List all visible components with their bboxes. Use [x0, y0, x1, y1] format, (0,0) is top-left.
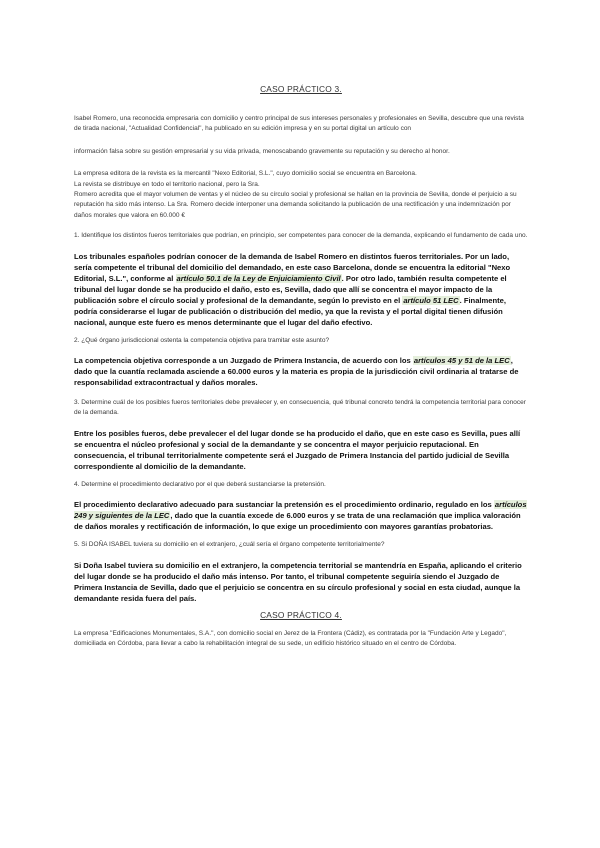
- question-1: 1. Identifique los distintos fueros territoriales que podrían, en principio, ser competentes para conocer de la demanda, explicando el fundamento de cada uno.: [74, 232, 528, 240]
- legal-reference-highlight: artículos 45 y 51 de la LEC: [413, 356, 510, 366]
- answer-1: Los tribunales españoles podrían conocer de la demanda de Isabel Romero en distintos fueros territoriales. Por un lado, sería competente el tribunal del domicilio del demandado, en este caso Barcelona, donde se encuentra la editorial "Nexo Editorial, S.L.", conforme al artículo 50.1 de la Ley de Enjuiciamiento Civil. Por otro lado, también resulta competente el tribunal del lugar donde se ha producido el daño, esto es, Sevilla, dado que allí se concentra el mayor impacto de la publicación sobre el círculo social y profesional de la demandante, según lo previsto en el artículo 51 LEC. Finalmente, podría considerarse el lugar de publicación o distribución del medio, ya que la revista y el portal digital tienen difusión nacional, aunque este fuero es menos determinante que el lugar del daño efectivo.: [74, 251, 511, 327]
- case-3-intro-line-b: La revista se distribuye en todo el territorio nacional, pero la Sra.: [74, 180, 260, 188]
- question-2: 2. ¿Qué órgano jurisdiccional ostenta la competencia objetiva para tramitar este asunto?: [74, 336, 330, 344]
- answer-2: La competencia objetiva corresponde a un Juzgado de Primera Instancia, de acuerdo con los artículos 45 y 51 de la LEC, dado que la cuantía reclamada asciende a 60.000 euros y la materia es propia de la jurisdicción civil ordinaria al tratarse de responsabilidad extracontractual y daños morales.: [74, 356, 519, 388]
- legal-reference-highlight: artículo 51 LEC: [403, 295, 459, 305]
- question-4: 4. Determine el procedimiento declarativo por el que deberá sustanciarse la pretensión.: [74, 480, 326, 488]
- case-4-intro: La empresa "Edificaciones Monumentales, S.A.", con domicilio social en Jerez de la Frontera (Cádiz), es contratada por la "Fundación Arte y Legado", domiciliada en Córdoba, para llevar a cabo la rehabilitación integral de su sede, un edificio histórico situado en el centro de Córdoba.: [74, 629, 507, 648]
- question-3: 3. Determine cuál de los posibles fueros territoriales debe prevalecer y, en consecuencia, qué tribunal concreto tendrá la competencia territorial para conocer de la demanda.: [74, 399, 526, 417]
- case-3-intro-line-c: Romero acredita que el mayor volumen de ventas y el núcleo de su círculo social y profesional se hallan en la provincia de Sevilla, donde el perjuicio a su reputación ha sido más intenso. La Sra. Romero decide interponer una demanda solicitando la publicación de una rectificación y una indemnización por daños morales que valora en 60.000 €: [74, 191, 517, 219]
- case-3-title: CASO PRÁCTICO 3.: [260, 84, 342, 94]
- question-5: 5. Si DOÑA ISABEL tuviera su domicilio en el extranjero, ¿cuál sería el órgano competente territorialmente?: [74, 541, 385, 549]
- case-3-intro-paragraph-2: información falsa sobre su gestión empresarial y su vida privada, menoscabando gravemente su reputación y su derecho al honor.: [74, 147, 450, 155]
- answer-5: Si Doña Isabel tuviera su domicilio en el extranjero, la competencia territorial se mantendría en España, aplicando el criterio del lugar donde se ha producido el daño más intenso. Por tanto, el tribunal competente seguiría siendo el Juzgado de Primera Instancia de Sevilla, dado que el perjuicio se concentra en su círculo profesional y social en esta ciudad, aunque la demandante resida fuera del país.: [74, 560, 522, 603]
- case-3-intro-paragraph-1: Isabel Romero, una reconocida empresaria con domicilio y centro principal de sus intereses personales y profesionales en Sevilla, descubre que una revista de tirada nacional, "Actualidad Confidencial", ha publicado en su edición impresa y en su portal digital un artículo con: [74, 115, 524, 133]
- case-4-title: CASO PRÁCTICO 4.: [260, 609, 342, 620]
- case-3-intro-line-a: La empresa editora de la revista es la mercantil "Nexo Editorial, S.L.", cuyo domicilio social se encuentra en Barcelona.: [74, 170, 417, 178]
- answer-3: Entre los posibles fueros, debe prevalecer el del lugar donde se ha producido el daño, que en este caso es Sevilla, pues allí se encuentra el núcleo profesional y social de la demandante y se concentra el mayor perjuicio reputacional. En consecuencia, el tribunal territorialmente competente será el Juzgado de Primera Instancia del partido judicial de Sevilla correspondiente al domicilio de la demandante.: [74, 428, 521, 471]
- legal-reference-highlight: artículos 249 y siguientes de la LEC: [74, 500, 527, 521]
- answer-4: El procedimiento declarativo adecuado para sustanciar la pretensión es el procedimiento ordinario, regulado en los artículos 249 y siguientes de la LEC, dado que la cuantía excede de 6.000 euros y se trata de una reclamación que implica valoración de daños morales y rectificación de información, lo que exige un procedimiento con mayores garantías probatorias.: [74, 500, 527, 532]
- legal-reference-highlight: artículo 50.1 de la Ley de Enjuiciamiento Civil: [176, 273, 341, 283]
